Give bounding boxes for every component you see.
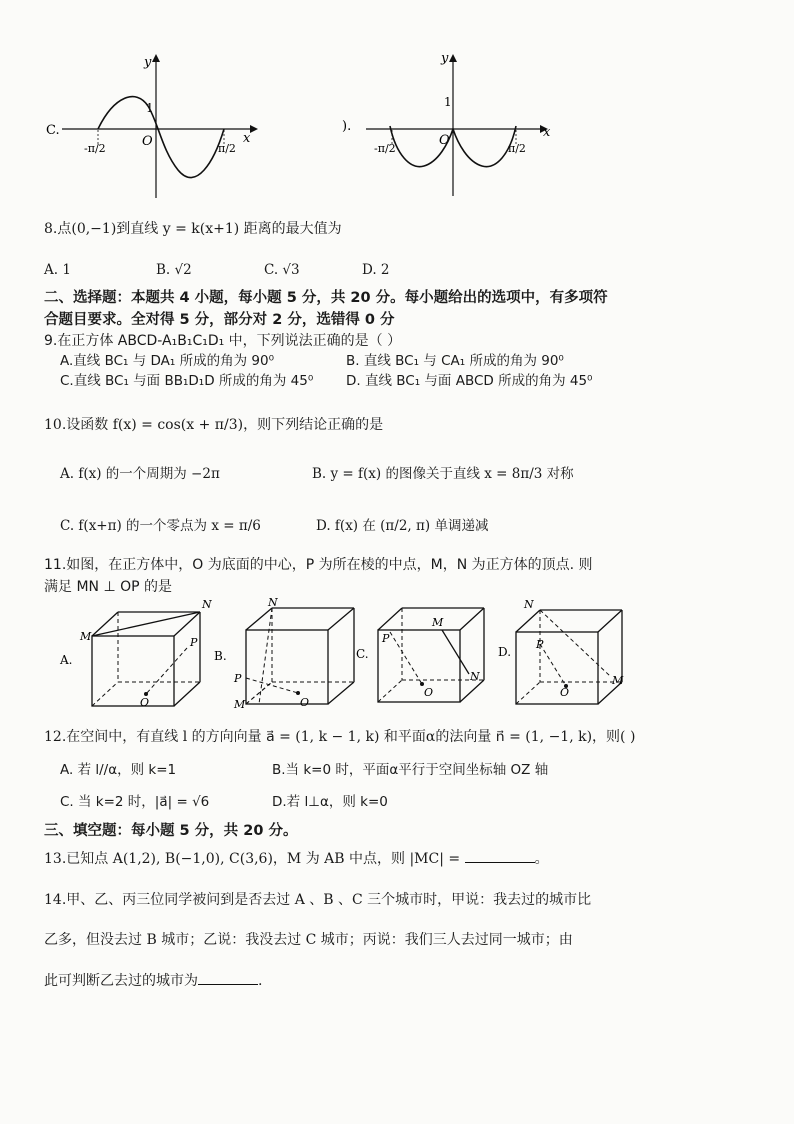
q9-option-c: C.直线 BC₁ 与面 BB₁D₁D 所成的角为 45⁰ xyxy=(60,373,314,389)
q12-option-a: A. 若 l//α，则 k=1 xyxy=(60,762,177,778)
q9-option-a: A.直线 BC₁ 与 DA₁ 所成的角为 90⁰ xyxy=(60,353,275,369)
graph-d xyxy=(340,48,570,208)
q14-line3: 此可判断乙去过的城市为 xyxy=(44,973,198,989)
q14-end: . xyxy=(258,973,263,989)
cube-a-n: N xyxy=(202,598,212,611)
graph-d-y-arrow xyxy=(449,54,457,62)
graph-d-left-tick: -π/2 xyxy=(374,142,396,155)
cube-a-o: O xyxy=(140,696,150,709)
graph-c-label: C. xyxy=(46,123,60,138)
cube-b-m: M xyxy=(234,698,246,711)
graph-d-y-label: y xyxy=(441,51,449,66)
cube-c-m: M xyxy=(432,616,444,629)
q14-answer-blank[interactable] xyxy=(198,970,258,985)
cube-b xyxy=(210,596,360,716)
graph-c-x-arrow xyxy=(250,125,258,133)
q10-option-a: A. f(x) 的一个周期为 −2π xyxy=(60,466,220,482)
q11-line2: 满足 MN ⊥ OP 的是 xyxy=(44,579,173,595)
graph-c-origin: O xyxy=(142,134,153,149)
q9-stem: 9.在正方体 ABCD-A₁B₁C₁D₁ 中，下列说法正确的是（ ） xyxy=(44,333,402,349)
q8-option-c: C. √3 xyxy=(264,262,300,278)
graph-d-x-label: x xyxy=(543,125,551,140)
q13-answer-blank[interactable] xyxy=(465,848,535,863)
cube-b-p: P xyxy=(234,672,242,685)
q8-stem: 8.点(0,−1)到直线 y = k(x+1) 距离的最大值为 xyxy=(44,221,342,237)
cube-c-n: N xyxy=(470,670,480,683)
q14-line1: 14.甲、乙、丙三位同学被问到是否去过 A 、B 、C 三个城市时，甲说：我去过的城市比 xyxy=(44,892,592,908)
graph-c-y-label: y xyxy=(144,55,152,70)
graph-c-y-arrow xyxy=(152,54,160,62)
q8-option-b: B. √2 xyxy=(156,262,192,278)
graph-d-right-tick: π/2 xyxy=(508,142,526,155)
cube-d-p: P xyxy=(536,638,544,651)
q12-option-c: C. 当 k=2 时，|a⃗| = √6 xyxy=(60,794,210,810)
graph-d-label: ). xyxy=(342,119,352,134)
q9-option-d: D. 直线 BC₁ 与面 ABCD 所成的角为 45⁰ xyxy=(346,373,593,389)
cube-d-m: M xyxy=(612,674,624,687)
cube-c-label: C. xyxy=(356,647,369,661)
cube-a-p: P xyxy=(190,636,198,649)
graph-c-left-tick: -π/2 xyxy=(84,142,106,155)
cube-c-p: P xyxy=(382,632,390,645)
q9-option-b: B. 直线 BC₁ 与 CA₁ 所成的角为 90⁰ xyxy=(346,353,564,369)
cube-a-m: M xyxy=(80,630,92,643)
section2-line2: 合题目要求。全对得 5 分，部分对 2 分，选错得 0 分 xyxy=(44,312,395,328)
q14-line3-wrap xyxy=(44,970,262,991)
graph-c-right-tick: π/2 xyxy=(218,142,236,155)
q14-line2: 乙多，但没去过 B 城市；乙说：我没去过 C 城市；丙说：我们三人去过同一城市；由 xyxy=(44,932,573,948)
cube-d xyxy=(494,596,644,716)
graph-c-x-label: x xyxy=(243,131,251,146)
cube-d-label: D. xyxy=(498,645,512,659)
graph-c xyxy=(40,48,270,208)
q10-option-b: B. y = f(x) 的图像关于直线 x = 8π/3 对称 xyxy=(312,466,574,482)
q11-line1: 11.如图，在正方体中，O 为底面的中心，P 为所在棱的中点，M，N 为正方体的顶点. 则 xyxy=(44,557,593,573)
cube-b-label: B. xyxy=(214,649,227,663)
cube-a-label: A. xyxy=(60,653,73,667)
q12-stem: 12.在空间中，有直线 l 的方向向量 a⃗ = (1, k − 1, k) 和平面α的法向量 n⃗ = (1, −1, k)，则( ) xyxy=(44,729,636,745)
cube-c xyxy=(352,596,502,716)
cube-b-o: O xyxy=(300,696,310,709)
graph-d-origin: O xyxy=(439,133,450,148)
q8-option-a: A. 1 xyxy=(44,262,71,278)
graph-c-curve xyxy=(98,97,224,178)
cube-c-o: O xyxy=(424,686,434,699)
cube-b-n: N xyxy=(268,596,278,609)
q10-option-c: C. f(x+π) 的一个零点为 x = π/6 xyxy=(60,518,261,534)
cube-d-n: N xyxy=(524,598,534,611)
q10-option-d: D. f(x) 在 (π/2, π) 单调递减 xyxy=(316,518,489,534)
q10-stem: 10.设函数 f(x) = cos(x + π/3)，则下列结论正确的是 xyxy=(44,417,384,433)
graph-c-tick-one: 1 xyxy=(146,101,154,115)
q13 xyxy=(44,848,549,869)
q13-end: 。 xyxy=(534,851,549,867)
section2-line1: 二、选择题：本题共 4 小题，每小题 5 分，共 20 分。每小题给出的选项中，有多项符 xyxy=(44,290,608,306)
q8-option-d: D. 2 xyxy=(362,262,390,278)
graph-d-tick-one: 1 xyxy=(444,95,452,109)
q12-option-d: D.若 l⊥α，则 k=0 xyxy=(272,794,388,810)
cube-a xyxy=(56,596,216,716)
cube-d-o: O xyxy=(560,686,570,699)
q12-option-b: B.当 k=0 时，平面α平行于空间坐标轴 OZ 轴 xyxy=(272,762,549,778)
section3-heading: 三、填空题：每小题 5 分，共 20 分。 xyxy=(44,823,298,839)
q13-stem: 13.已知点 A(1,2), B(−1,0), C(3,6)，M 为 AB 中点，则 |MC| = xyxy=(44,851,461,867)
